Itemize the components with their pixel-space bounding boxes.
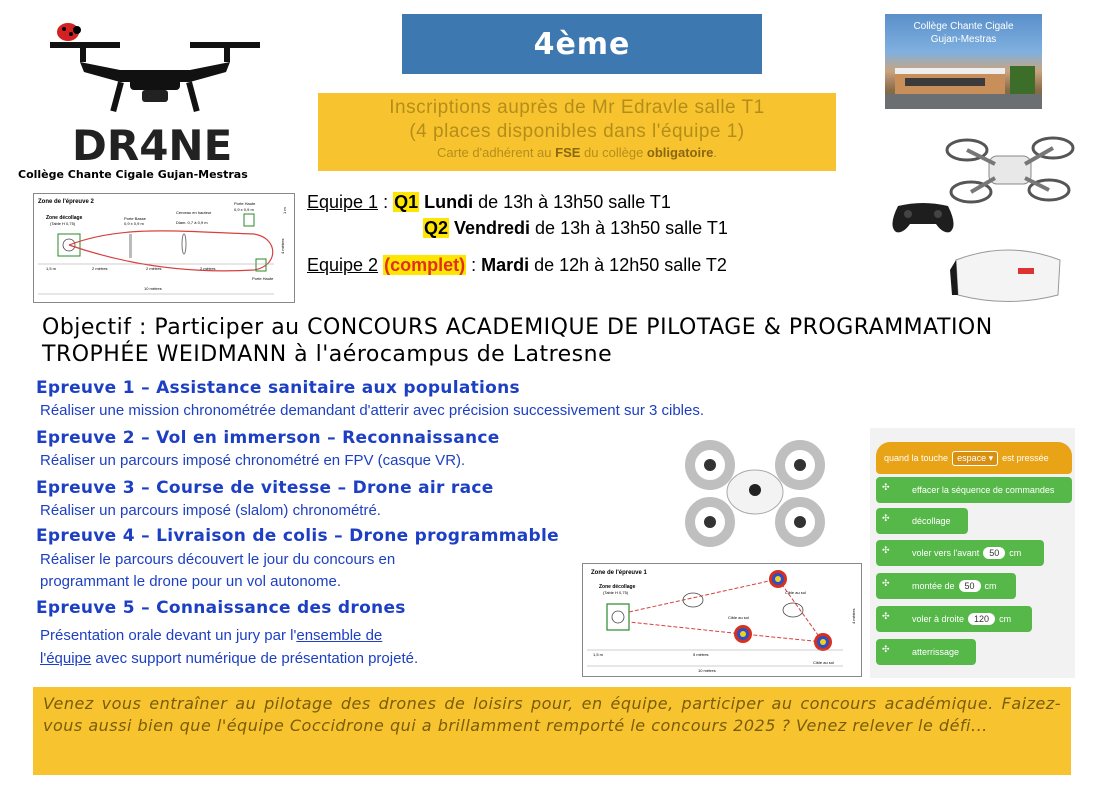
drone-icon: ✣ bbox=[882, 513, 890, 523]
vr-headset-image bbox=[948, 240, 1068, 310]
q1-badge: Q1 bbox=[394, 192, 419, 212]
svg-text:Cible au sol: Cible au sol bbox=[728, 615, 749, 620]
svg-text:Porte Basse: Porte Basse bbox=[124, 216, 146, 221]
school-photo-caption-2: Gujan-Mestras bbox=[930, 34, 997, 45]
svg-text:0,9 x 0,9 m: 0,9 x 0,9 m bbox=[124, 221, 144, 226]
drone-icon: ✣ bbox=[882, 611, 890, 621]
school-photo-caption-1: Collège Chante Cigale bbox=[913, 21, 1014, 32]
complete-badge: (complet) bbox=[384, 255, 466, 275]
objective-text: : Participer au CONCOURS ACADEMIQUE DE PILOTAGE & PROGRAMMATION TROPHÉE WEIDMANN à l'aérocampus de Latresne bbox=[42, 315, 993, 367]
fse-text: FSE bbox=[555, 145, 581, 160]
drone-icon: ✣ bbox=[882, 578, 890, 588]
objective-label: Objectif bbox=[42, 315, 132, 340]
gamepad-icon bbox=[888, 196, 958, 236]
team-1-label: Equipe 1 bbox=[307, 192, 379, 212]
svg-text:10 mètres: 10 mètres bbox=[698, 668, 716, 673]
svg-text:Porte Haute: Porte Haute bbox=[252, 276, 274, 281]
scratch-block-forward: ✣ voler vers l'avant 50 cm bbox=[876, 540, 1044, 566]
school-building-image bbox=[885, 62, 1042, 109]
event-1-desc: Réaliser une mission chronométrée demandant d'atterir avec précision successivement sur 3 cibles. bbox=[40, 402, 705, 419]
event-5-title: Epreuve 5 – Connaissance des drones bbox=[36, 598, 406, 618]
svg-text:1,5 m: 1,5 m bbox=[46, 266, 57, 271]
course-map-epreuve-2 bbox=[33, 193, 295, 303]
svg-text:2 mètres: 2 mètres bbox=[200, 266, 216, 271]
fpv-drone-image bbox=[680, 430, 830, 555]
svg-text:2 mètres: 2 mètres bbox=[92, 266, 108, 271]
svg-text:Cible au sol: Cible au sol bbox=[785, 590, 806, 595]
svg-text:4 mètres: 4 mètres bbox=[280, 238, 285, 254]
grade-banner: 4ème bbox=[402, 14, 762, 74]
ladybug-icon bbox=[57, 23, 81, 41]
event-3-desc: Réaliser un parcours imposé (slalom) chronométré. bbox=[40, 502, 381, 519]
event-4-desc-2: programmant le drone pour un vol autonome. bbox=[40, 573, 342, 590]
q2-badge: Q2 bbox=[424, 218, 449, 238]
svg-text:(Table H 0,75): (Table H 0,75) bbox=[603, 590, 629, 595]
course-map-epreuve-1 bbox=[582, 563, 862, 677]
svg-text:Porte Haute: Porte Haute bbox=[234, 201, 256, 206]
drone-logo bbox=[20, 12, 290, 182]
scratch-hat-block: quand la touche espace ▾ est pressée bbox=[876, 442, 1072, 474]
drone-icon: ✣ bbox=[882, 644, 890, 654]
svg-text:2 mètres: 2 mètres bbox=[146, 266, 162, 271]
objective bbox=[42, 314, 1062, 368]
scratch-block-up: ✣ montée de 50 cm bbox=[876, 573, 1016, 599]
svg-text:1 m: 1 m bbox=[282, 207, 287, 214]
drone-icon: ✣ bbox=[882, 545, 890, 555]
event-5-desc: Présentation orale devant un jury par l'ensemble de bbox=[40, 627, 383, 644]
svg-text:Zone décollage: Zone décollage bbox=[599, 584, 636, 590]
svg-text:Diam. 0,7 à 0,9 m: Diam. 0,7 à 0,9 m bbox=[176, 220, 208, 225]
required-text: obligatoire bbox=[646, 145, 714, 160]
svg-text:10 mètres: 10 mètres bbox=[144, 286, 162, 291]
team-2-label: Equipe 2 bbox=[307, 255, 379, 275]
svg-text:1,5 m: 1,5 m bbox=[593, 652, 604, 657]
logo-caption: Collège Chante Cigale Gujan-Mestras bbox=[18, 168, 248, 181]
event-4-title: Epreuve 4 – Livraison de colis – Drone programmable bbox=[36, 526, 559, 546]
event-1-title: Epreuve 1 – Assistance sanitaire aux populations bbox=[36, 378, 520, 398]
event-2-title: Epreuve 2 – Vol en immerson – Reconnaissance bbox=[36, 428, 500, 448]
registration-box bbox=[318, 93, 836, 171]
svg-text:(Table H 0,75): (Table H 0,75) bbox=[50, 221, 76, 226]
scratch-block-takeoff: ✣ décollage bbox=[876, 508, 968, 534]
registration-line-2: (4 places disponibles dans l'équipe 1) bbox=[409, 121, 745, 142]
event-3-title: Epreuve 3 – Course de vitesse – Drone air race bbox=[36, 478, 494, 498]
quadcopter-image bbox=[945, 120, 1075, 215]
event-2-desc: Réaliser un parcours imposé chronométré en FPV (casque VR). bbox=[40, 452, 466, 469]
schedule-team-2: Equipe 2 (complet) : Mardi de 12h à 12h50 salle T2 bbox=[307, 255, 727, 275]
svg-text:5 mètres: 5 mètres bbox=[693, 652, 709, 657]
schedule-team-1-q2: Q2 Vendredi de 13h à 13h50 salle T1 bbox=[424, 218, 728, 238]
svg-text:Cible au sol: Cible au sol bbox=[813, 660, 834, 665]
event-5-desc-2: l'équipe avec support numérique de présentation projeté. bbox=[40, 650, 419, 667]
svg-text:0,9 x 0,9 m: 0,9 x 0,9 m bbox=[234, 207, 254, 212]
event-4-desc: Réaliser le parcours découvert le jour du concours en bbox=[40, 551, 396, 568]
svg-text:Zone de l'épreuve 1: Zone de l'épreuve 1 bbox=[591, 570, 647, 576]
svg-text:DR4NE: DR4NE bbox=[72, 121, 233, 170]
bottom-banner: Venez vous entraîner au pilotage des drones de loisirs pour, en équipe, participer au concours académique. Faizez-vous aussi bien que l'équipe Coccidrone qui a brillamment remporté le concours 2025 ? Venez relever le défi... bbox=[33, 687, 1071, 775]
svg-text:Zone de l'épreuve 2: Zone de l'épreuve 2 bbox=[38, 199, 94, 205]
registration-line-1: Inscriptions auprès de Mr Edravle salle T1 bbox=[389, 97, 765, 118]
scratch-program bbox=[870, 428, 1075, 678]
schedule-team-1: Equipe 1 : Q1 Lundi de 13h à 13h50 salle T1 bbox=[307, 192, 671, 212]
scratch-block-clear: ✣ effacer la séquence de commandes bbox=[876, 477, 1072, 503]
school-photo bbox=[885, 14, 1042, 109]
svg-text:Cerceau en hauteur: Cerceau en hauteur bbox=[176, 210, 212, 215]
scratch-block-right: ✣ voler à droite 120 cm bbox=[876, 606, 1032, 632]
svg-text:4 mètres: 4 mètres bbox=[851, 608, 856, 624]
drone-icon: ✣ bbox=[882, 482, 890, 492]
scratch-block-land: ✣ atterrissage bbox=[876, 639, 976, 665]
svg-text:Zone décollage: Zone décollage bbox=[46, 215, 83, 221]
registration-line-3: Carte d'adhérent au FSE du collège obligatoire. bbox=[437, 145, 717, 160]
